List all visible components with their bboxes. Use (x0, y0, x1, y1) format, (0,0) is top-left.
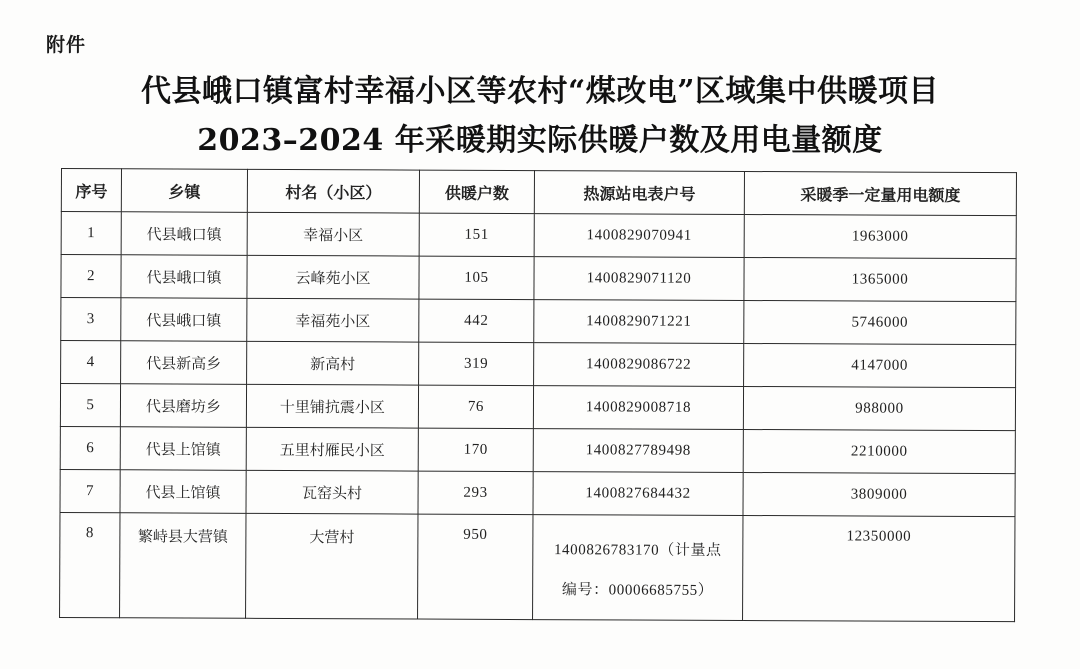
cell-meter: 1400829008718 (533, 386, 743, 430)
cell-seq: 2 (61, 255, 121, 298)
header-town: 乡镇 (121, 169, 247, 213)
cell-quota: 3809000 (743, 472, 1015, 516)
cell-seq: 7 (60, 469, 120, 512)
cell-village: 五里村雁民小区 (246, 427, 418, 471)
cell-town: 代县峨口镇 (121, 212, 247, 256)
cell-seq: 3 (61, 298, 121, 341)
cell-town: 代县峨口镇 (121, 298, 247, 342)
table-row (61, 255, 1016, 302)
meter-point-note: 编号：00006685755） (561, 582, 714, 599)
document-title-line-2: 2023–2024 年采暖期实际供暖户数及用电量额度 (197, 123, 883, 158)
table-row (61, 298, 1016, 345)
table-header-row (61, 169, 1016, 216)
cell-village: 大营村 (246, 513, 418, 619)
cell-town: 代县磨坊乡 (120, 384, 246, 428)
cell-seq: 6 (60, 426, 120, 469)
header-quota: 采暖季一定量用电额度 (744, 171, 1016, 215)
cell-meter: 1400829070941 (534, 214, 744, 258)
cell-meter: 1400829071221 (534, 300, 744, 344)
cell-quota: 4147000 (744, 343, 1016, 387)
document-title-line-1: 代县峨口镇富村幸福小区等农村“煤改电”区域集中供暖项目 (140, 74, 939, 109)
cell-quota: 5746000 (744, 300, 1016, 344)
cell-seq: 4 (61, 341, 121, 384)
cell-village: 瓦窑头村 (246, 470, 418, 514)
cell-quota: 1365000 (744, 257, 1016, 301)
cell-seq: 1 (61, 212, 121, 255)
header-seq: 序号 (61, 169, 121, 212)
cell-meter: 1400829086722 (534, 343, 744, 387)
cell-meter: 1400829071120 (534, 257, 744, 301)
cell-seq: 5 (60, 384, 120, 427)
attachment-label: 附件 (46, 34, 87, 56)
table-row (60, 512, 1015, 621)
cell-town: 代县新高乡 (121, 341, 247, 385)
cell-town: 代县峨口镇 (121, 255, 247, 299)
cell-village: 新高村 (247, 341, 419, 385)
cell-village: 幸福小区 (247, 212, 419, 256)
cell-village: 十里铺抗震小区 (246, 384, 418, 428)
cell-meter (533, 515, 743, 621)
cell-quota: 12350000 (743, 515, 1015, 621)
cell-households: 319 (419, 342, 534, 386)
meter-number: 1400826783170（计量点 (553, 542, 722, 559)
cell-town: 代县上馆镇 (120, 470, 246, 514)
cell-households: 170 (418, 428, 533, 472)
cell-village: 幸福苑小区 (247, 298, 419, 342)
cell-meter: 1400827789498 (533, 429, 743, 473)
cell-households: 950 (418, 514, 533, 620)
table-row (60, 426, 1015, 473)
table-row (60, 469, 1015, 516)
cell-quota: 988000 (743, 386, 1015, 430)
header-households: 供暖户数 (419, 170, 534, 214)
cell-quota: 1963000 (744, 214, 1016, 258)
cell-town: 代县上馆镇 (120, 427, 246, 471)
heating-quota-table (59, 168, 1016, 622)
cell-quota: 2210000 (743, 429, 1015, 473)
header-village: 村名（小区） (247, 169, 419, 213)
cell-meter: 1400827684432 (533, 472, 743, 516)
cell-households: 105 (419, 256, 534, 300)
table-row (61, 212, 1016, 259)
cell-households: 151 (419, 213, 534, 257)
table-row (61, 341, 1016, 388)
cell-households: 442 (419, 299, 534, 343)
table-row (60, 384, 1015, 431)
cell-town: 繁峙县大营镇 (120, 513, 246, 619)
cell-households: 76 (418, 385, 533, 429)
cell-seq: 8 (60, 512, 120, 617)
cell-households: 293 (418, 471, 533, 515)
header-meter: 热源站电表户号 (534, 171, 744, 215)
cell-village: 云峰苑小区 (247, 255, 419, 299)
